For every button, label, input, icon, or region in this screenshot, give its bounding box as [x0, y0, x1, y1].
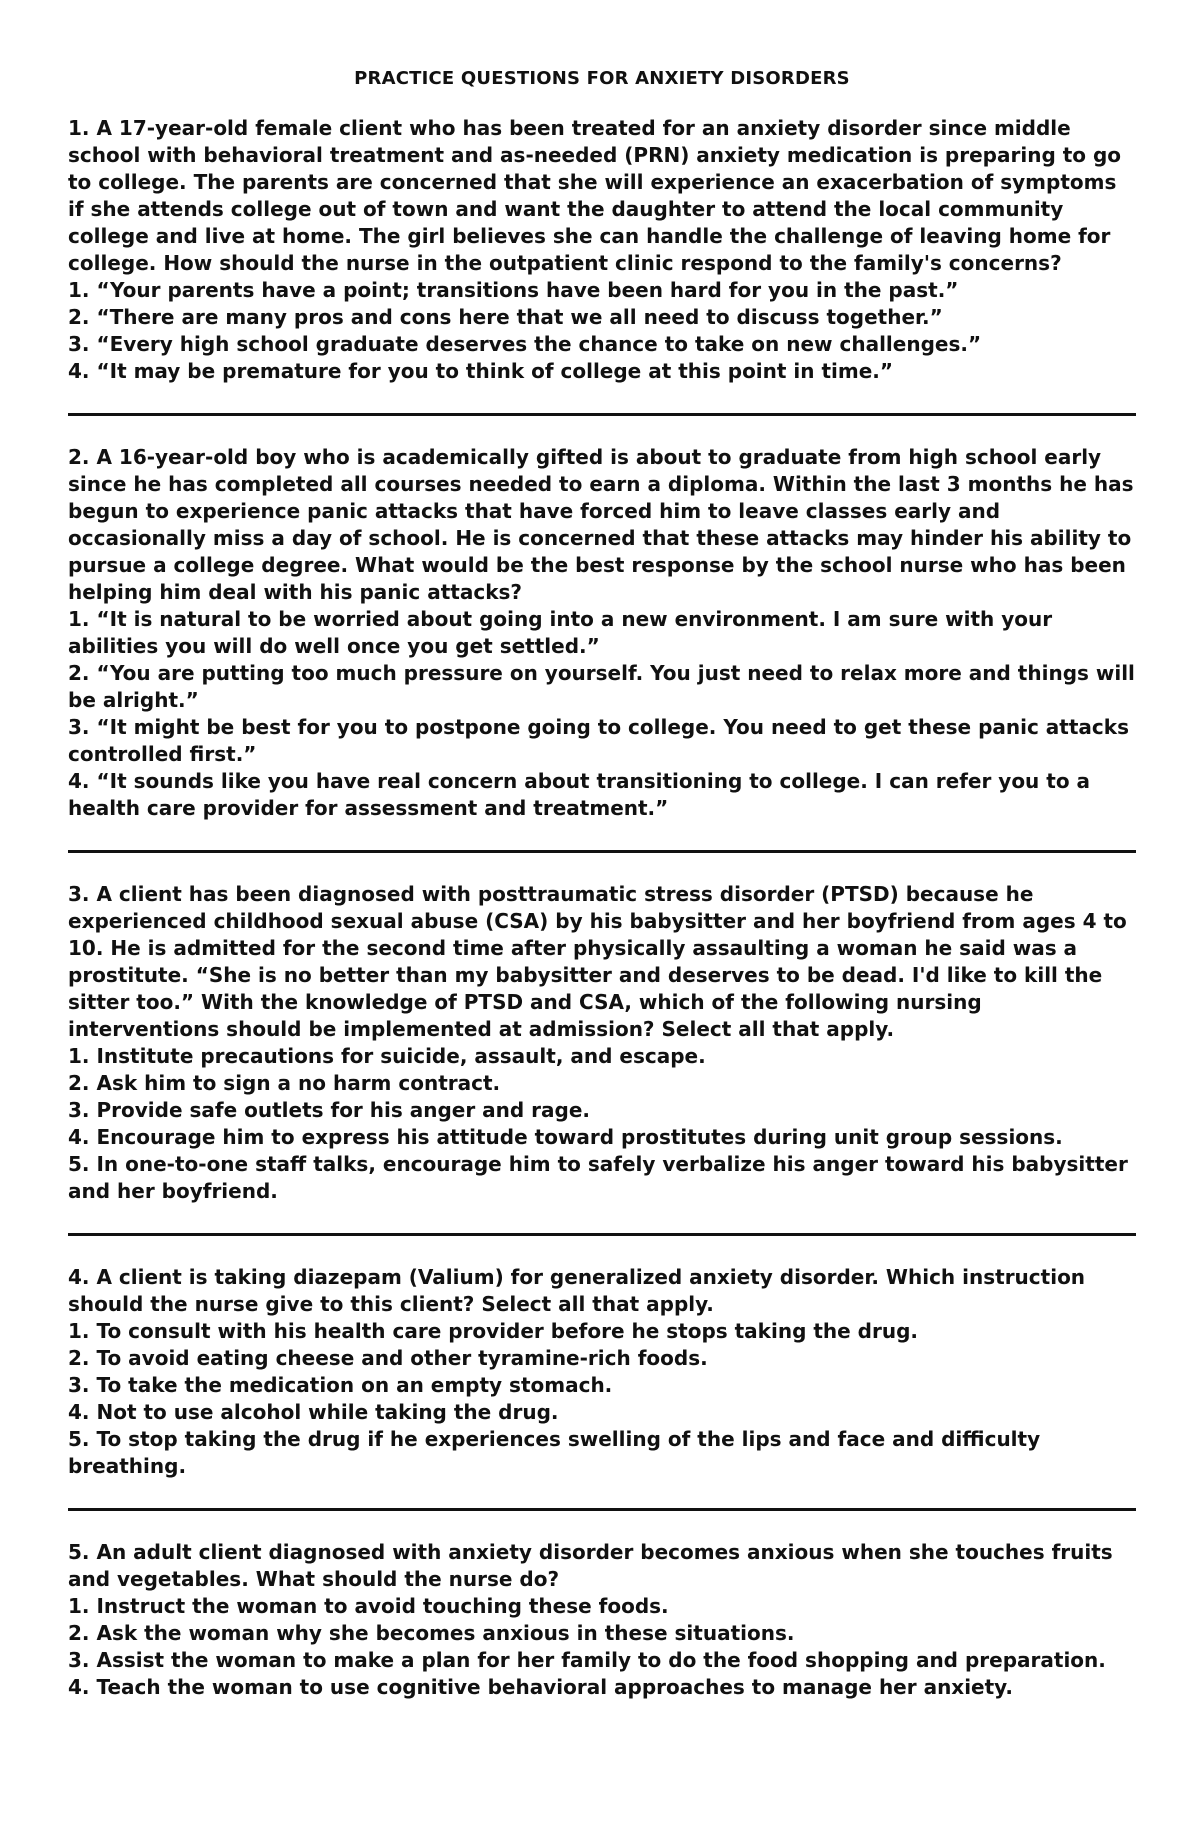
question-stem: 3. A client has been diagnosed with posttraumatic stress disorder (PTSD) because he experienced childhood sexual abuse (CSA) by his babysitter and her boyfriend from ages 4 to 10. He is admitted for the second time after physically assaulting a woman he said was a prostitute. “She is no better than my babysitter and deserves to be dead. I'd like to kill the sitter too.” With the knowledge of PTSD and CSA, which of the following nursing interventions should be implemented at admission? Select all that apply.: [68, 882, 1127, 1041]
answer-options: [68, 606, 1136, 822]
answer-option: 4. Encourage him to express his attitude toward prostitutes during unit group sessions.: [68, 1125, 1063, 1149]
answer-options: [68, 1593, 1136, 1701]
answer-options: [68, 1043, 1136, 1205]
answer-option: 3. Assist the woman to make a plan for her family to do the food shopping and preparation.: [68, 1648, 1106, 1672]
answer-option: 1. To consult with his health care provider before he stops taking the drug.: [68, 1319, 919, 1343]
page-title: PRACTICE QUESTIONS FOR ANXIETY DISORDERS: [354, 68, 850, 89]
answer-options: [68, 1318, 1136, 1480]
question-3: [68, 881, 1136, 1205]
section-divider: [68, 850, 1136, 853]
answer-option: 1. “Your parents have a point; transitions have been hard for you in the past.”: [68, 278, 959, 302]
question-stem: 5. An adult client diagnosed with anxiety disorder becomes anxious when she touches fruits and vegetables. What should the nurse do?: [68, 1540, 1113, 1591]
answer-option: 4. “It sounds like you have real concern about transitioning to college. I can refer you to a health care provider for assessment and treatment.”: [68, 769, 1091, 820]
question-5: [68, 1539, 1136, 1701]
answer-option: 2. “You are putting too much pressure on yourself. You just need to relax more and things will be alright.”: [68, 661, 1135, 712]
document-page: [68, 68, 1136, 1701]
answer-option: 4. Not to use alcohol while taking the drug.: [68, 1400, 559, 1424]
answer-option: 2. “There are many pros and cons here that we all need to discuss together.”: [68, 305, 943, 329]
answer-option: 5. To stop taking the drug if he experiences swelling of the lips and face and difficulty breathing.: [68, 1427, 1041, 1478]
answer-option: 3. “It might be best for you to postpone going to college. You need to get these panic attacks controlled first.”: [68, 715, 1129, 766]
section-divider: [68, 1508, 1136, 1511]
question-2: [68, 444, 1136, 822]
answer-option: 2. To avoid eating cheese and other tyramine-rich foods.: [68, 1346, 708, 1370]
answer-option: 1. “It is natural to be worried about going into a new environment. I am sure with your abilities you will do well once you get settled.”: [68, 607, 1053, 658]
answer-option: 4. “It may be premature for you to think of college at this point in time.”: [68, 359, 894, 383]
answer-option: 3. To take the medication on an empty stomach.: [68, 1373, 613, 1397]
question-4: [68, 1264, 1136, 1480]
answer-option: 4. Teach the woman to use cognitive behavioral approaches to manage her anxiety.: [68, 1675, 1013, 1699]
section-divider: [68, 1233, 1136, 1236]
answer-option: 2. Ask the woman why she becomes anxious in these situations.: [68, 1621, 795, 1645]
question-stem: 1. A 17-year-old female client who has been treated for an anxiety disorder since middle school with behavioral treatment and as-needed (PRN) anxiety medication is preparing to go to college. The parents are concerned that she will experience an exacerbation of symptoms if she attends college out of town and want the daughter to attend the local community college and live at home. The girl believes she can handle the challenge of leaving home for college. How should the nurse in the outpatient clinic respond to the family's concerns?: [68, 116, 1122, 275]
question-1: [68, 115, 1136, 385]
question-stem: 4. A client is taking diazepam (Valium) for generalized anxiety disorder. Which instruction should the nurse give to this client? Select all that apply.: [68, 1265, 1086, 1316]
section-divider: [68, 413, 1136, 416]
answer-option: 3. Provide safe outlets for his anger and rage.: [68, 1098, 591, 1122]
answer-option: 1. Instruct the woman to avoid touching these foods.: [68, 1594, 669, 1618]
answer-option: 2. Ask him to sign a no harm contract.: [68, 1071, 501, 1095]
answer-option: 5. In one-to-one staff talks, encourage him to safely verbalize his anger toward his babysitter and her boyfriend.: [68, 1152, 1128, 1203]
answer-option: 1. Institute precautions for suicide, assault, and escape.: [68, 1044, 706, 1068]
answer-options: [68, 277, 1136, 385]
question-stem: 2. A 16-year-old boy who is academically gifted is about to graduate from high school early since he has completed all courses needed to earn a diploma. Within the last 3 months he has begun to experience panic attacks that have forced him to leave classes early and occasionally miss a day of school. He is concerned that these attacks may hinder his ability to pursue a college degree. What would be the best response by the school nurse who has been helping him deal with his panic attacks?: [68, 445, 1134, 604]
answer-option: 3. “Every high school graduate deserves the chance to take on new challenges.”: [68, 332, 982, 356]
